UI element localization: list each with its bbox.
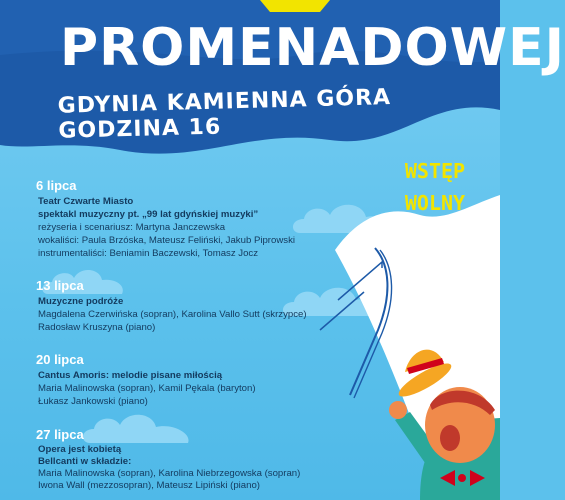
event-line: Teatr Czwarte Miasto (38, 196, 134, 207)
page-title: PROMENADOWEJ (60, 18, 565, 78)
event-line: Bellcanti w składzie: (38, 456, 132, 467)
event-line: Opera jest kobietą (38, 444, 122, 455)
event-line: Maria Malinowska (sopran), Kamil Pękala (baryton) (38, 383, 256, 394)
event-line: Iwona Wall (mezzosopran), Mateusz Lipiński (piano) (38, 480, 260, 491)
event-line: Muzyczne podróże (38, 296, 124, 307)
event-date: 13 lipca (36, 278, 84, 293)
event-line: Cantus Amoris: melodie pisane miłością (38, 370, 223, 381)
page-subtitle: GDYNIA KAMIENNA GÓRA GODZINA 16 (57, 85, 392, 144)
event-line: Łukasz Jankowski (piano) (38, 396, 148, 407)
event-date: 27 lipca (36, 427, 84, 442)
event-line: Magdalena Czerwińska (sopran), Karolina Vallo Sutt (skrzypce) (38, 309, 307, 320)
event-line: spektakl muzyczny pt. „99 lat gdyńskiej muzyki” (38, 209, 259, 220)
event-line: Maria Malinowska (sopran), Karolina Niebrzegowska (sopran) (38, 468, 301, 479)
event-line: instrumentaliści: Beniamin Baczewski, Tomasz Jocz (38, 248, 259, 259)
event-date: 20 lipca (36, 352, 84, 367)
event-line: Radosław Kruszyna (piano) (38, 322, 156, 333)
event-line: wokaliści: Paula Brzóska, Mateusz Feliński, Jakub Piprowski (38, 235, 295, 246)
free-entry-line1: WSTĘP (404, 159, 466, 183)
free-entry-line2: WOLNY (404, 191, 466, 215)
event-date: 6 lipca (36, 178, 77, 193)
event-line: reżyseria i scenariusz: Martyna Janczewska (38, 222, 226, 233)
free-entry-badge (395, 155, 475, 219)
